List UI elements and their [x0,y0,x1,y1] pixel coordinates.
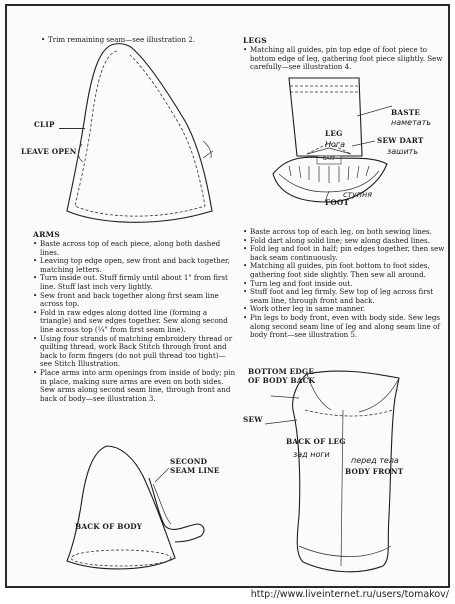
list-item: • Place arms into arm openings from inside of body; pin in place, making sure arms are even on both sides. Sew arms along second seam line, through front and back of body—see illustration 3. [33,369,236,403]
list-item: • Matching all guides, pin foot bottom to foot sides, gathering foot side slightly. Then sew all around. [243,262,447,279]
body-front-label: BODY FRONT [345,467,404,476]
leg-label: LEG [325,129,343,138]
sew-label: SEW [243,415,263,424]
list-item: • Baste across top of each piece, along both dashed lines. [33,240,236,257]
list-item: • Leaving top edge open, sew front and back together, matching letters. [33,257,236,274]
sew-dart-ru-label: зашить [387,147,419,156]
list-item: • Stuff foot and leg firmly. Sew top of leg across first seam line, through front and back. [243,288,447,305]
body-front-ru-label: перед тела [351,456,399,465]
leg-ru-label: Нога [325,140,346,149]
clip-label: CLIP [34,120,55,129]
illustration-5-legs-body [7,6,452,590]
leave-open-label: LEAVE OPEN [21,147,77,156]
back-of-leg-ru-label: зад ноги [293,450,330,459]
list-item: • Turn leg and foot inside out. [243,280,447,289]
list-item: • Baste across top of each leg, on both sewing lines. [243,228,447,237]
source-url-footer: http://www.liveinternet.ru/users/tomakov/ [250,589,449,600]
list-item: • Turn inside out. Stuff firmly until about 1" from first line. Stuff last inch very lightly. [33,274,236,291]
arms-heading: ARMS [33,230,60,239]
list-item: • Work other leg in same manner. [243,305,447,314]
list-item: • Sew front and back together along first seam line across top. [33,292,236,309]
list-item: • Using four strands of matching embroidery thread or quilting thread, work Back Stitch through front and back to form fingers (do not pull thread too tight)—see Stitch Illustration. [33,335,236,369]
foot-label: FOOT [325,198,350,207]
list-item: • Fold dart along solid line; sew along dashed lines. [243,237,447,246]
baste-ru-label: наметать [391,118,432,127]
legs-heading: LEGS [243,36,267,45]
list-item: • Matching all guides, pin top edge of foot piece to bottom edge of leg, gathering foot piece slightly. Sew carefully—see illustration 4. [243,46,443,72]
baste-label: BASTE [391,108,421,117]
second-seam-line-label: SECOND SEAM LINE [170,457,220,475]
back-of-body-label: BACK OF BODY [75,522,143,531]
back-of-leg-label: BACK OF LEG [286,437,346,446]
bottom-edge-label: BOTTOM EDGE OF BODY BACK [248,367,316,385]
foot-ru-label: ступня [343,190,373,199]
list-item: • Fold in raw edges along dotted line (forming a triangle) and sew edges together. Sew along second line across top (¼" from first seam line). [33,309,236,335]
dart-label: DART [322,157,335,162]
list-item: • Pin legs to body front, even with body side. Sew legs along second seam line of leg and along seam line of body front—see illustration 5. [243,314,447,340]
instruction-page [5,4,450,588]
list-item: • Fold leg and foot in half; pin edges together, then sew back seam continuously. [243,245,447,262]
sew-dart-label: SEW DART [377,136,424,145]
list-item: • Trim remaining seam—see illustration 2. [41,36,216,45]
